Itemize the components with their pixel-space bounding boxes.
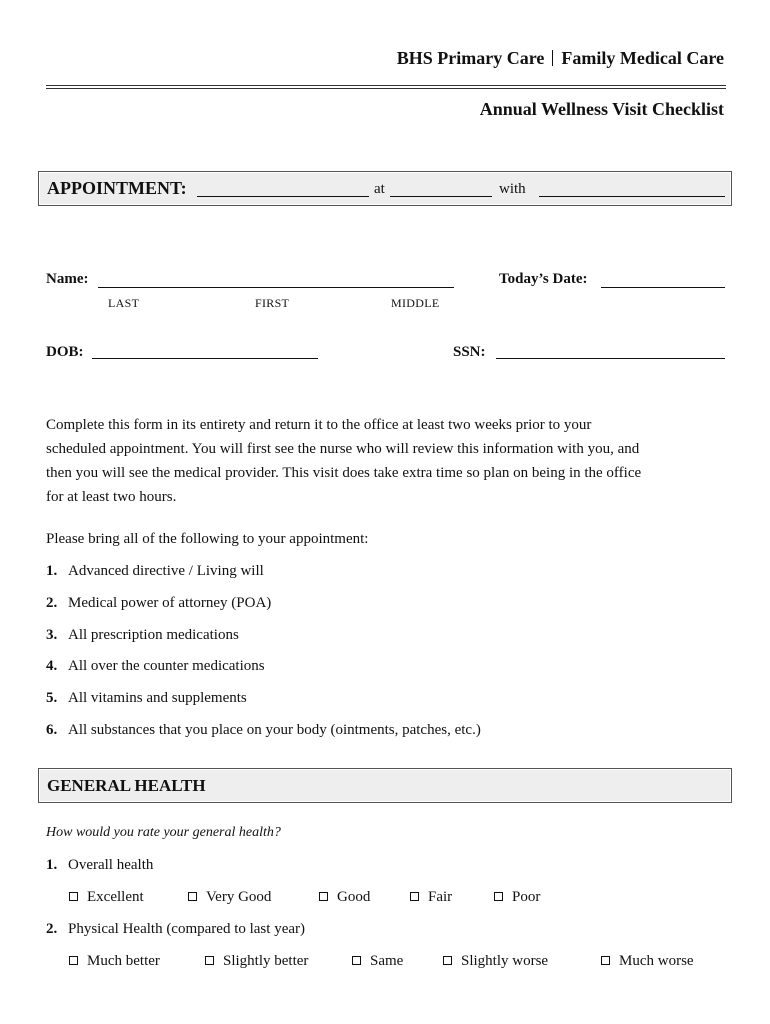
general-health-title: GENERAL HEALTH bbox=[47, 776, 206, 795]
list-item: 2. Medical power of attorney (POA) bbox=[46, 595, 272, 611]
ssn-label: SSN: bbox=[453, 344, 486, 360]
name-caption-last: LAST bbox=[108, 296, 140, 310]
todays-date-field[interactable] bbox=[601, 287, 725, 288]
checkbox-icon[interactable] bbox=[443, 956, 452, 965]
list-item: 4. All over the counter medications bbox=[46, 658, 265, 674]
list-item: 3. All prescription medications bbox=[46, 627, 239, 643]
instructions-line: for at least two hours. bbox=[46, 489, 177, 505]
option-very-good[interactable]: Very Good bbox=[188, 889, 271, 906]
option-slightly-better[interactable]: Slightly better bbox=[205, 953, 308, 970]
option-slightly-worse[interactable]: Slightly worse bbox=[443, 953, 548, 970]
option-much-worse[interactable]: Much worse bbox=[601, 953, 694, 970]
instructions-paragraph bbox=[46, 413, 726, 509]
bring-intro: Please bring all of the following to your appointment: bbox=[46, 531, 369, 547]
list-item: 1. Advanced directive / Living will bbox=[46, 563, 264, 579]
option-fair[interactable]: Fair bbox=[410, 889, 452, 906]
option-poor[interactable]: Poor bbox=[494, 889, 540, 906]
practice-name: BHS Primary Care bbox=[396, 48, 545, 68]
checkbox-icon[interactable] bbox=[601, 956, 610, 965]
list-item: 6. All substances that you place on your body (ointments, patches, etc.) bbox=[46, 722, 481, 738]
name-caption-first: FIRST bbox=[255, 296, 290, 310]
ssn-field[interactable] bbox=[496, 358, 725, 359]
checkbox-icon[interactable] bbox=[410, 892, 419, 901]
option-much-better[interactable]: Much better bbox=[69, 953, 160, 970]
dob-label: DOB: bbox=[46, 344, 84, 360]
general-health-section bbox=[38, 768, 732, 803]
checkbox-icon[interactable] bbox=[205, 956, 214, 965]
appointment-time-field[interactable] bbox=[390, 196, 492, 197]
checkbox-icon[interactable] bbox=[352, 956, 361, 965]
instructions-line: scheduled appointment. You will first see the nurse who will review this information with you, and bbox=[46, 441, 640, 457]
name-caption-middle: MIDDLE bbox=[391, 296, 440, 310]
name-field[interactable] bbox=[98, 287, 454, 288]
header-divider bbox=[552, 50, 553, 66]
instructions-line: then you will see the medical provider. This visit does take extra time so plan on being in the office bbox=[46, 465, 642, 481]
instructions-line: Complete this form in its entirety and return it to the office at least two weeks prior to your bbox=[46, 417, 592, 433]
appointment-label: APPOINTMENT: bbox=[47, 178, 187, 198]
checkbox-icon[interactable] bbox=[494, 892, 503, 901]
header-rule bbox=[46, 85, 726, 89]
dob-field[interactable] bbox=[92, 358, 318, 359]
appointment-with-label: with bbox=[499, 181, 526, 197]
option-good[interactable]: Good bbox=[319, 889, 370, 906]
checkbox-icon[interactable] bbox=[188, 892, 197, 901]
todays-date-label: Today’s Date: bbox=[499, 271, 588, 287]
practice-header bbox=[397, 48, 724, 69]
checkbox-icon[interactable] bbox=[319, 892, 328, 901]
form-title: Annual Wellness Visit Checklist bbox=[479, 99, 724, 119]
checkbox-icon[interactable] bbox=[69, 892, 78, 901]
appointment-provider-field[interactable] bbox=[539, 196, 725, 197]
appointment-section bbox=[38, 171, 732, 206]
option-same[interactable]: Same bbox=[352, 953, 403, 970]
name-label: Name: bbox=[46, 271, 89, 287]
appointment-date-field[interactable] bbox=[197, 196, 369, 197]
general-health-question: How would you rate your general health? bbox=[46, 825, 281, 840]
question-overall-health: 1. Overall health bbox=[46, 857, 154, 873]
list-item: 5. All vitamins and supplements bbox=[46, 690, 247, 706]
appointment-at-label: at bbox=[374, 181, 385, 197]
question-physical-health: 2. Physical Health (compared to last year) bbox=[46, 921, 305, 937]
division-name: Family Medical Care bbox=[561, 48, 724, 68]
option-excellent[interactable]: Excellent bbox=[69, 889, 144, 906]
checkbox-icon[interactable] bbox=[69, 956, 78, 965]
